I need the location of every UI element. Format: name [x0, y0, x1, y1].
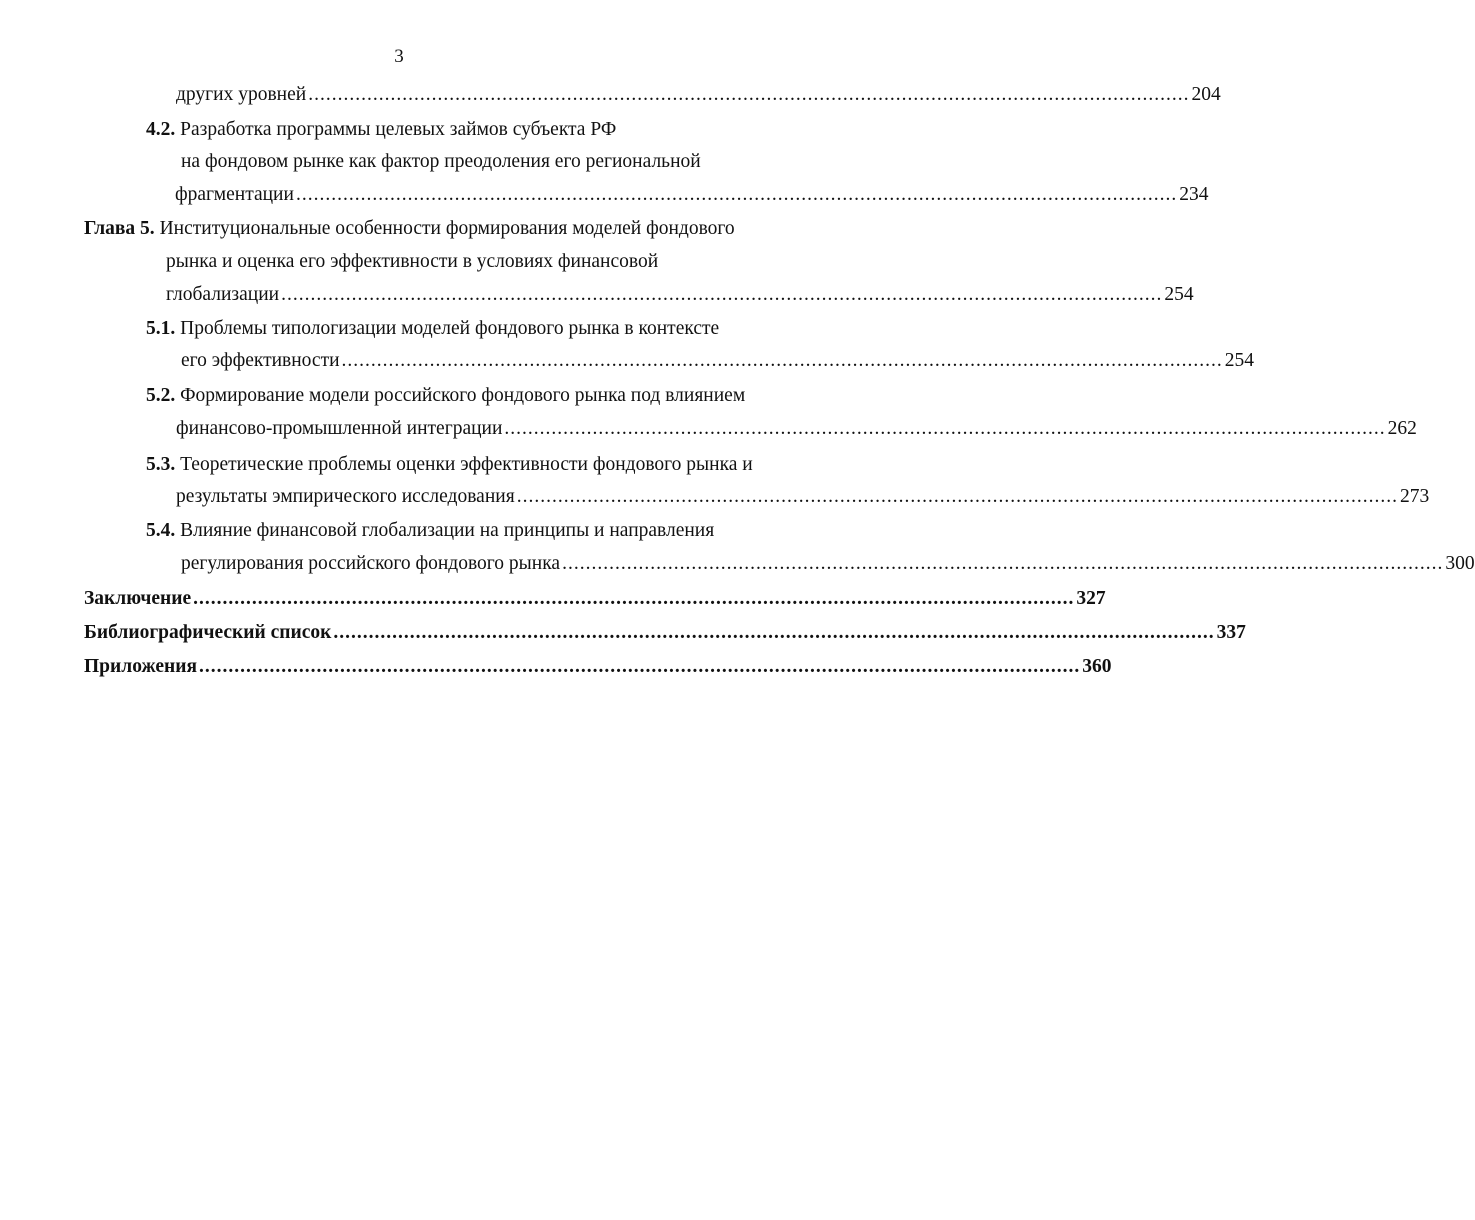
toc-leader-dots: ......................................................................................................................................................	[308, 84, 1190, 105]
toc-entry-appendices	[84, 653, 1112, 681]
toc-section-number: 5.1.	[146, 318, 176, 339]
toc-entry-5-4-leader	[181, 550, 1475, 578]
toc-page-number: 327	[1076, 588, 1106, 609]
toc-page-number: 360	[1082, 656, 1112, 677]
toc-entry-conclusion	[84, 585, 1106, 613]
toc-leader-dots: ......................................................................................................................................................	[193, 588, 1075, 609]
toc-entry-title: Разработка программы целевых займов субъекта РФ	[180, 119, 617, 140]
toc-entry-text: Заключение	[84, 588, 192, 609]
toc-leader-dots: ......................................................................................................................................................	[341, 350, 1223, 371]
toc-leader-dots: ......................................................................................................................................................	[504, 418, 1386, 439]
toc-page-number: 337	[1216, 622, 1246, 643]
toc-entry-title: Влияние финансовой глобализации на принципы и направления	[180, 520, 715, 541]
toc-entry-5-3-leader	[176, 483, 1430, 511]
page-number: 3	[394, 46, 404, 67]
toc-leader-dots: ......................................................................................................................................................	[199, 656, 1081, 677]
toc-entry-title: Институциональные особенности формирования моделей фондового	[159, 218, 735, 239]
toc-entry-5-2	[146, 382, 745, 410]
toc-entry-text: Библиографический список	[84, 622, 332, 643]
toc-entry-5-3	[146, 451, 753, 479]
toc-page-number: 254	[1164, 284, 1194, 305]
toc-entry-bibliography	[84, 619, 1246, 647]
toc-entry-text: других уровней	[176, 84, 307, 105]
toc-leader-dots: ......................................................................................................................................................	[333, 622, 1215, 643]
toc-entry-other-levels	[176, 81, 1221, 109]
toc-entry-title: Формирование модели российского фондового рынка под влиянием	[180, 385, 746, 406]
toc-chapter-5	[84, 215, 735, 243]
toc-entry-5-2-leader	[176, 415, 1417, 443]
toc-entry-text: фрагментации	[175, 184, 294, 205]
toc-page-number: 254	[1224, 350, 1255, 371]
toc-entry-5-4	[146, 517, 714, 545]
toc-chapter-5-leader	[166, 281, 1194, 309]
toc-entry-text: регулирования российского фондового рынка	[181, 553, 561, 574]
toc-leader-dots: ......................................................................................................................................................	[281, 284, 1163, 305]
toc-entry-title: Теоретические проблемы оценки эффективности фондового рынка и	[180, 454, 753, 475]
toc-entry-text: результаты эмпирического исследования	[176, 486, 515, 507]
toc-entry-text: глобализации	[166, 284, 280, 305]
toc-entry-text: финансово-промышленной интеграции	[176, 418, 503, 439]
toc-entry-4-2	[146, 116, 616, 144]
toc-entry-4-2-leader	[175, 181, 1209, 209]
toc-entry-text: Приложения	[84, 656, 198, 677]
toc-entry-5-1	[146, 315, 719, 343]
toc-page-number: 300	[1445, 553, 1475, 574]
toc-chapter-5-line2: рынка и оценка его эффективности в условиях финансовой	[166, 251, 659, 272]
toc-entry-text: его эффективности	[181, 350, 340, 371]
toc-section-number: 5.2.	[146, 385, 176, 406]
toc-page-number: 262	[1387, 418, 1417, 439]
toc-entry-title: Проблемы типологизации моделей фондового рынка в контексте	[180, 318, 720, 339]
toc-leader-dots: ......................................................................................................................................................	[295, 184, 1178, 205]
toc-chapter-number: Глава 5.	[84, 218, 155, 239]
toc-page-number: 273	[1399, 486, 1430, 507]
toc-page-number: 234	[1179, 184, 1209, 205]
toc-leader-dots: ......................................................................................................................................................	[516, 486, 1398, 507]
toc-page-number: 204	[1191, 84, 1221, 105]
toc-section-number: 4.2.	[146, 119, 176, 140]
toc-section-number: 5.4.	[146, 520, 176, 541]
toc-entry-5-1-leader	[181, 347, 1255, 375]
toc-entry-4-2-line2: на фондовом рынке как фактор преодоления его региональной	[181, 151, 701, 172]
toc-leader-dots: ......................................................................................................................................................	[562, 553, 1444, 574]
toc-section-number: 5.3.	[146, 454, 176, 475]
